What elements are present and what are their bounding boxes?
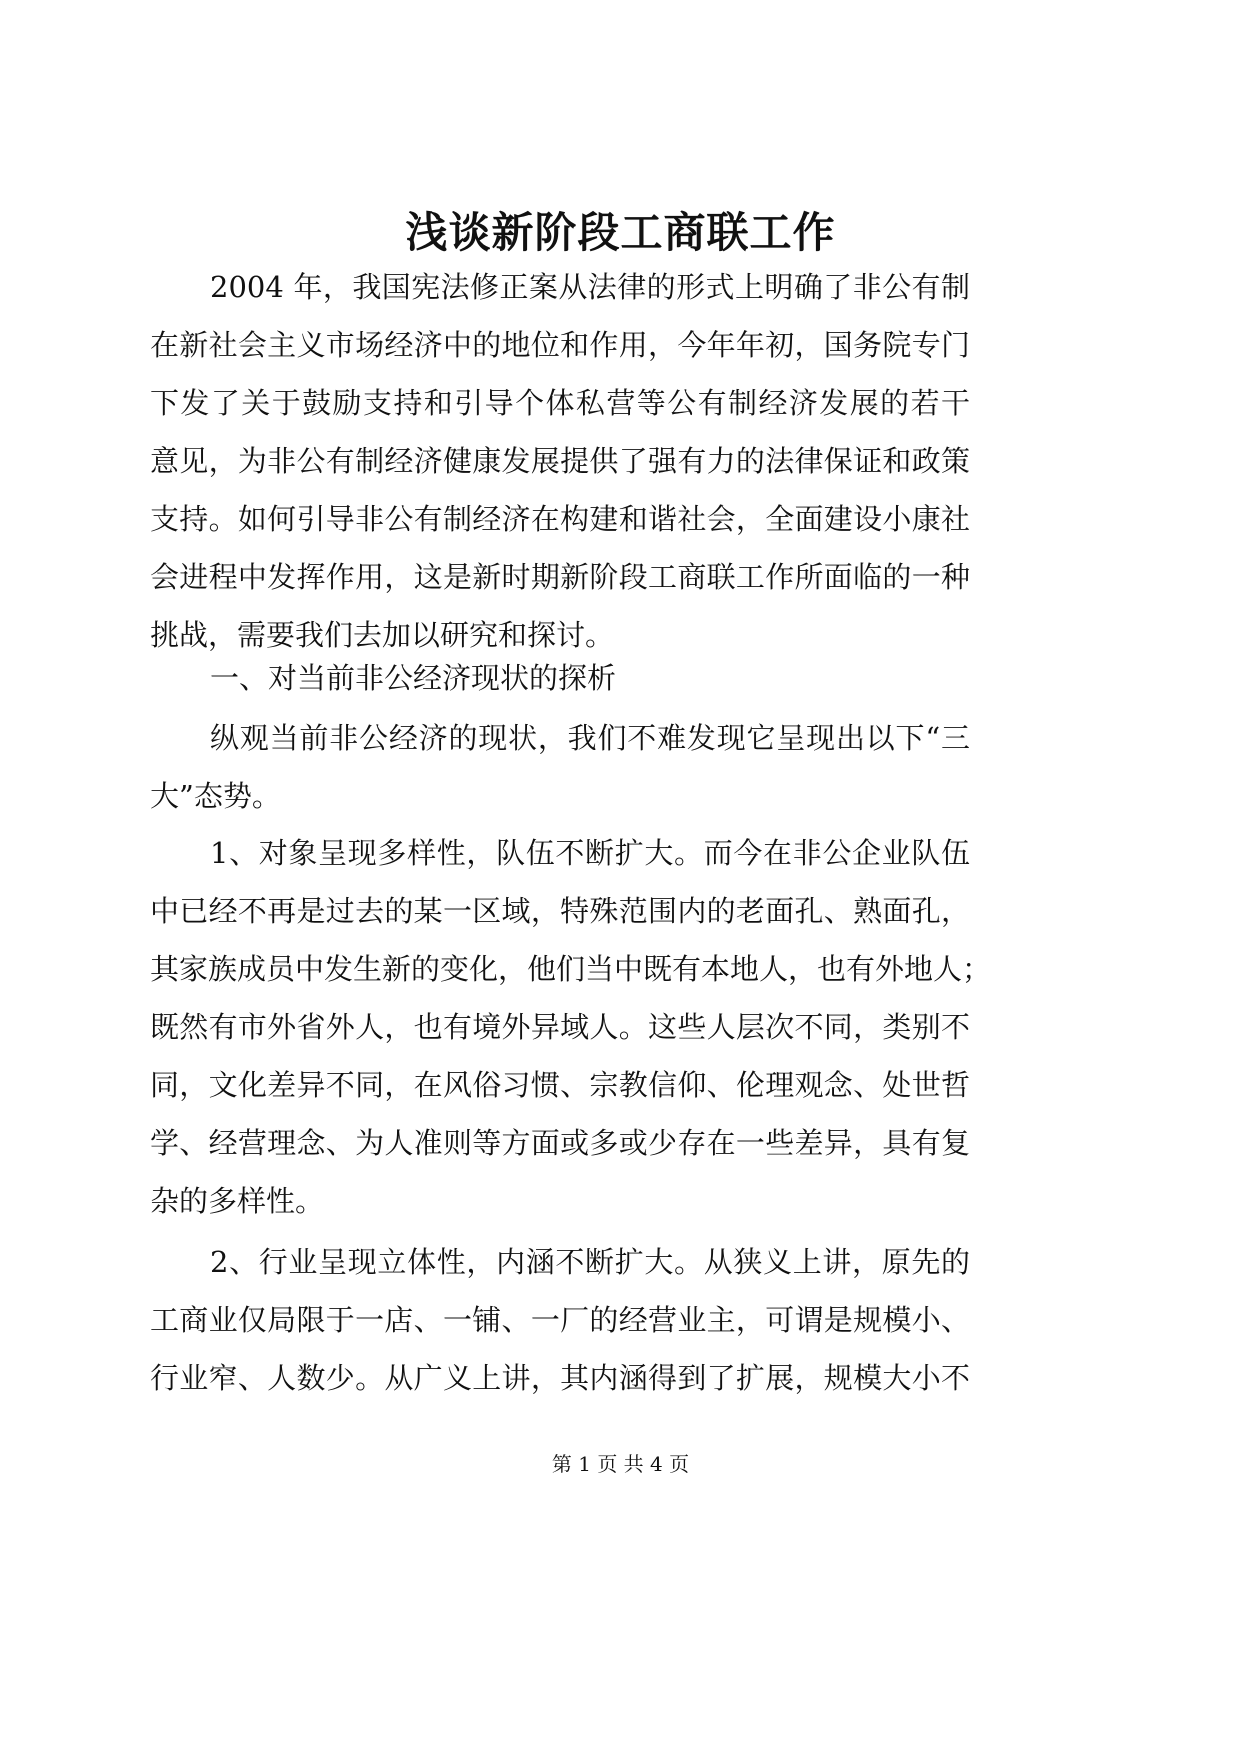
body-line: 中已经不再是过去的某一区域，特殊范围内的老面孔、熟面孔， [150, 894, 970, 928]
body-line: 下发了关于鼓励支持和引导个体私营等公有制经济发展的若干 [150, 386, 970, 420]
body-line: 挑战，需要我们去加以研究和探讨。 [150, 618, 615, 652]
page-number-footer: 第 1 页 共 4 页 [551, 1452, 690, 1476]
body-line: 纵观当前非公经济的现状，我们不难发现它呈现出以下“三 [210, 721, 970, 755]
body-line: 会进程中发挥作用，这是新时期新阶段工商联工作所面临的一种 [150, 560, 970, 594]
body-line: 学、经营理念、为人准则等方面或多或少存在一些差异，具有复 [150, 1126, 970, 1160]
body-line: 行业窄、人数少。从广义上讲，其内涵得到了扩展，规模大小不 [150, 1361, 970, 1395]
body-line: 其家族成员中发生新的变化，他们当中既有本地人，也有外地人； [150, 952, 992, 986]
body-line: 工商业仅局限于一店、一铺、一厂的经营业主，可谓是规模小、 [150, 1303, 970, 1337]
body-line: 杂的多样性。 [150, 1184, 325, 1218]
body-line: 1、对象呈现多样性，队伍不断扩大。而今在非公企业队伍 [210, 836, 970, 870]
body-line: 大”态势。 [150, 779, 281, 813]
body-line: 2、行业呈现立体性，内涵不断扩大。从狭义上讲，原先的 [210, 1245, 970, 1279]
body-line: 支持。如何引导非公有制经济在构建和谐社会，全面建设小康社 [150, 502, 970, 536]
section-heading: 一、对当前非公经济现状的探析 [210, 661, 617, 695]
body-line: 既然有市外省外人，也有境外异域人。这些人层次不同，类别不 [150, 1010, 970, 1044]
body-line: 2004 年，我国宪法修正案从法律的形式上明确了非公有制 [210, 270, 970, 304]
body-line: 意见，为非公有制经济健康发展提供了强有力的法律保证和政策 [150, 444, 970, 478]
body-line: 同，文化差异不同，在风俗习惯、宗教信仰、伦理观念、处世哲 [150, 1068, 970, 1102]
document-title: 浅谈新阶段工商联工作 [405, 208, 836, 257]
body-line: 在新社会主义市场经济中的地位和作用，今年年初，国务院专门 [150, 328, 970, 362]
